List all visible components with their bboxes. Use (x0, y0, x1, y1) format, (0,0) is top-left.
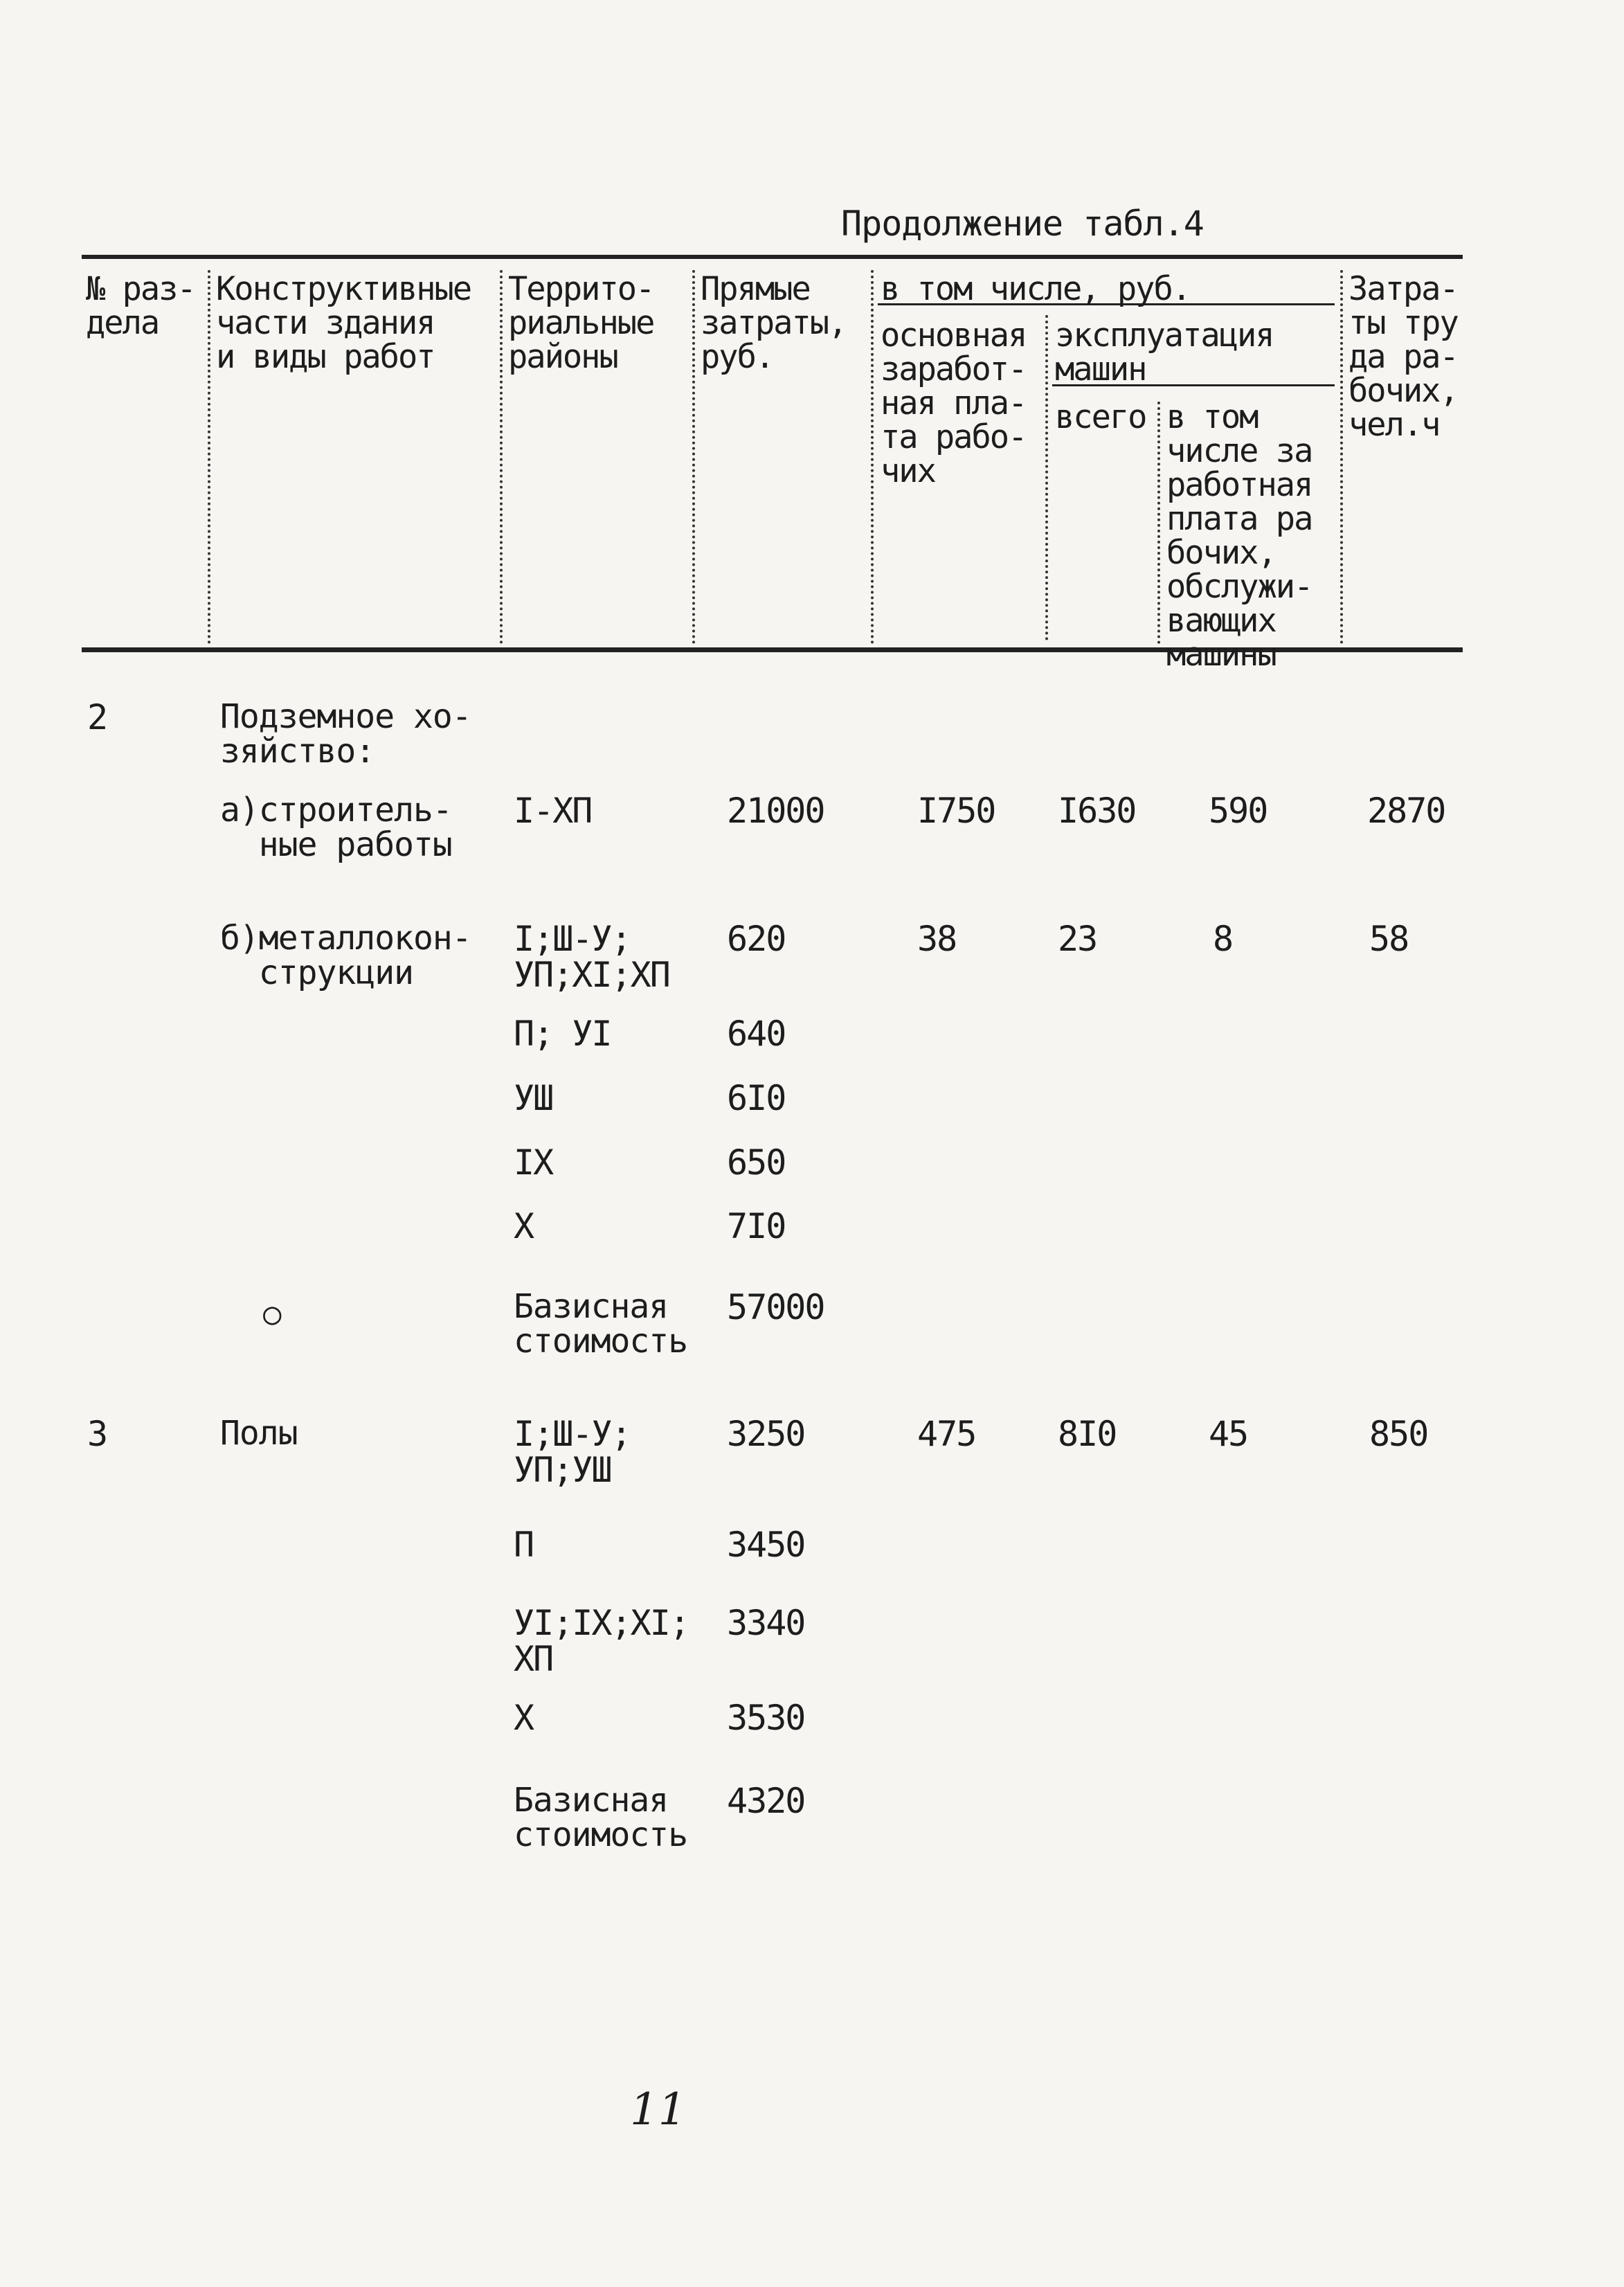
direct-costs-cell: 6I0 (727, 1078, 786, 1118)
direct-costs-cell: 650 (727, 1142, 786, 1183)
header-territorial-regions: Террито- риальные районы (508, 270, 654, 376)
header-basic-wage: основная заработ- ная пла- та рабо- чих (881, 316, 1027, 490)
header-machine-operation: эксплуатация машин (1055, 316, 1274, 388)
region-cell: П; УI (514, 1014, 611, 1054)
direct-costs-cell: 3450 (727, 1525, 805, 1565)
col-separator (1157, 402, 1160, 644)
basic-wage-cell: I750 (917, 791, 995, 831)
col-separator (1340, 270, 1343, 644)
work-item-name: б)металлокон- струкции (220, 919, 471, 992)
circle-mark-icon: ○ (263, 1296, 282, 1331)
region-cell: X (514, 1698, 534, 1738)
basic-wage-cell: 475 (917, 1414, 976, 1454)
basic-wage-cell: 38 (917, 919, 957, 959)
direct-costs-cell: 3250 (727, 1414, 805, 1454)
labor-costs-cell: 58 (1369, 919, 1409, 959)
machines-total-cell: 23 (1058, 919, 1097, 959)
base-cost-label: Базисная стоимость (514, 1781, 688, 1854)
base-cost-value: 4320 (727, 1781, 805, 1821)
section-number: 2 (87, 697, 107, 737)
region-cell: X (514, 1206, 534, 1246)
direct-costs-cell: 620 (727, 919, 786, 959)
direct-costs-cell: 3530 (727, 1698, 805, 1738)
header-including-rub: в том числе, руб. (881, 270, 1191, 308)
header-top-rule (82, 255, 1463, 259)
col-separator (692, 270, 695, 644)
labor-costs-cell: 850 (1369, 1414, 1428, 1454)
table-caption: Продолжение табл.4 (841, 204, 1204, 244)
region-cell: IX (514, 1142, 553, 1183)
col-separator (1045, 315, 1048, 640)
header-labor-costs: Затра- ты тру да ра- бочих, чел.ч (1348, 270, 1458, 444)
header-structural-parts: Конструктивные части здания и виды работ (216, 270, 471, 376)
section-number: 3 (87, 1414, 107, 1454)
section-title: Полы (220, 1414, 298, 1453)
machines-wage-cell: 45 (1209, 1414, 1248, 1454)
base-cost-label: Базисная стоимость (514, 1287, 688, 1361)
col-separator (871, 270, 874, 644)
direct-costs-cell: 7I0 (727, 1206, 786, 1246)
section-title: Подземное хо- зяйство: (220, 697, 471, 771)
region-cell: УI;IX;XI; XП (514, 1603, 689, 1679)
base-cost-value: 57000 (727, 1287, 824, 1327)
labor-costs-cell: 2870 (1367, 791, 1445, 831)
direct-costs-cell: 21000 (727, 791, 824, 831)
direct-costs-cell: 3340 (727, 1603, 805, 1643)
header-machines-wage: в том числе за работная плата ра бочих, обслужи- вающих машины (1166, 398, 1312, 674)
machines-total-cell: I630 (1058, 791, 1136, 831)
header-machines-total: всего (1055, 398, 1146, 436)
region-cell: УШ (514, 1078, 553, 1118)
col-separator (500, 270, 503, 644)
machines-wage-cell: 8 (1213, 919, 1233, 959)
work-item-name: а)строитель- ные работы (220, 791, 452, 864)
direct-costs-cell: 640 (727, 1014, 786, 1054)
header-direct-costs: Прямые затраты, руб. (701, 270, 847, 376)
region-cell: I;Ш-У; УП;XI;XП (514, 919, 669, 995)
col-separator (208, 270, 210, 644)
page-number: 11 (630, 2084, 687, 2135)
machines-total-cell: 8I0 (1058, 1414, 1117, 1454)
machines-wage-cell: 590 (1209, 791, 1267, 831)
region-cell: П (514, 1525, 534, 1565)
region-cell: I-XП (514, 791, 592, 831)
region-cell: I;Ш-У; УП;УШ (514, 1414, 631, 1490)
header-section-number: № раз- дела (86, 270, 195, 342)
